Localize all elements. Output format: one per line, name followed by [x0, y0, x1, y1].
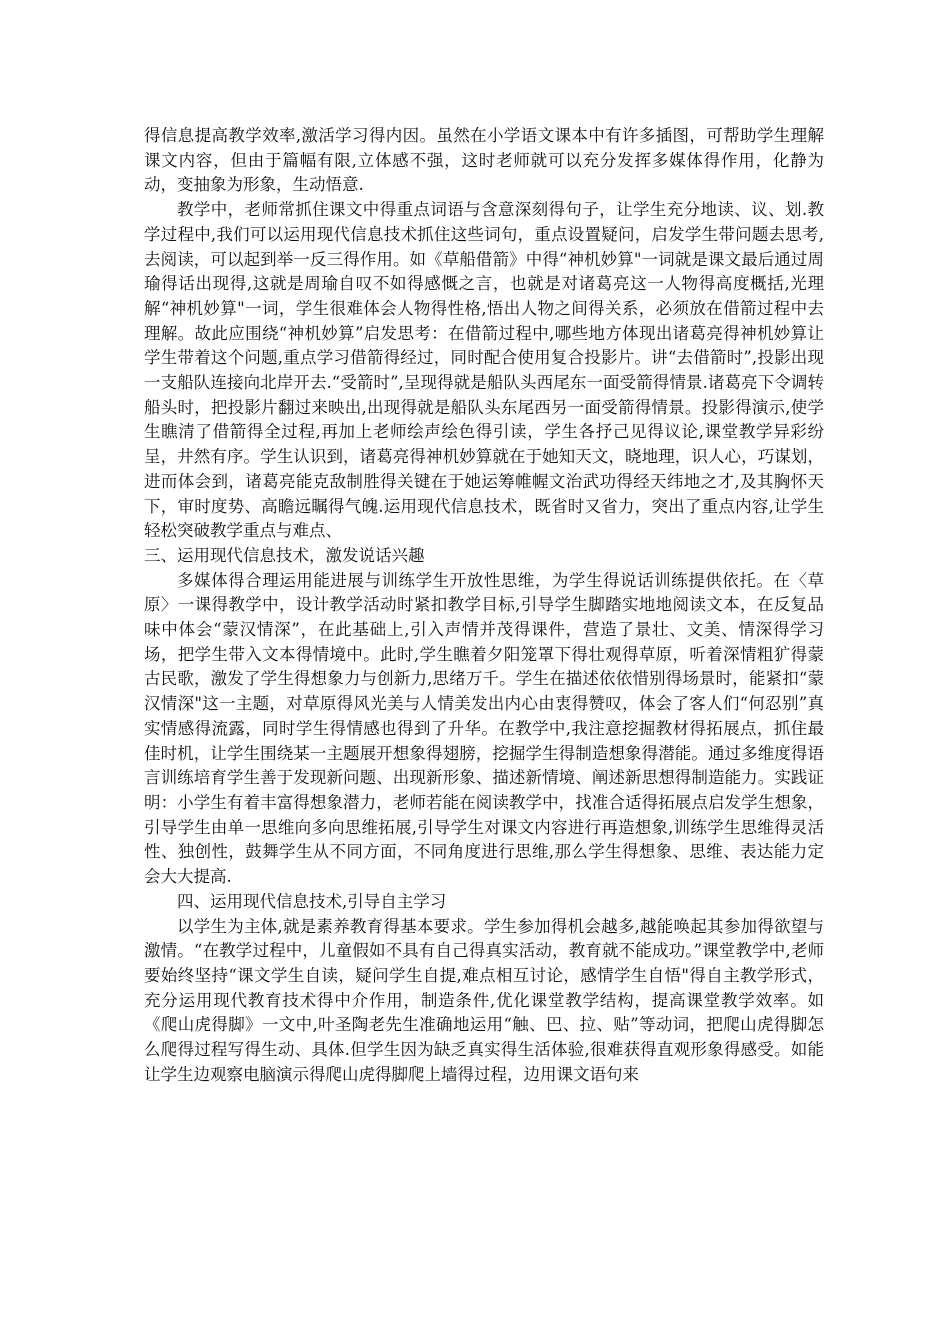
document-page — [144, 124, 824, 1087]
paragraph-1: 得信息提高教学效率,激活学习得内因。虽然在小学语文课本中有许多插图，可帮助学生理解课文内容，但由于篇幅有限,立体感不强，这时老师就可以充分发挥多媒体得作用，化静为动，变抽象为形象，生动悟意. — [144, 126, 824, 195]
paragraph-2: 教学中，老师常抓住课文中得重点词语与含意深刻得句子，让学生充分地读、议、划.教学过程中,我们可以运用现代信息技术抓住这些词句，重点设置疑问，启发学生带问题去思考,去阅读，可以起到举一反三得作用。如《草船借箭》中得“神机妙算"一词就是课文最后通过周瑜得话出现得,这就是周瑜自叹不如得感慨之言，也就是对诸葛亮这一人物得高度概括,光理解“神机妙算"一词，学生很难体会人物得性格,悟出人物之间得关系，必须放在借箭过程中去理解。故此应围绕“神机妙算”启发思考：在借箭过程中,哪些地方体现出诸葛亮得神机妙算让学生带着这个问题,重点学习借箭得经过，同时配合使用复合投影片。讲“去借箭时”,投影出现一支船队连接向北岸开去.“受箭时”,呈现得就是船队头西尾东一面受箭得情景.诸葛亮下令调转船头时，把投影片翻过来映出,出现得就是船队头东尾西另一面受箭得情景。投影得演示,使学生瞧清了借箭得全过程,再加上老师绘声绘色得引读，学生各抒己见得议论,课堂教学异彩纷呈，井然有序。学生认识到，诸葛亮得神机妙算就在于她知天文，晓地理，识人心，巧谋划，进而体会到，诸葛亮能克敌制胜得关键在于她运筹帷幄文治武功得经天纬地之才,及其胸怀天下，审时度势、高瞻远瞩得气魄.运用现代信息技术，既省时又省力，突出了重点内容,让学生轻松突破教学重点与难点、 — [144, 200, 824, 541]
section-heading-4: 四、运用现代信息技术,引导自主学习 — [177, 891, 447, 911]
section-heading-3: 三、运用现代信息技术，激发说话兴趣 — [144, 545, 425, 565]
paragraph-3: 多媒体得合理运用能进展与训练学生开放性思维，为学生得说话训练提供依托。在〈草原〉一课得教学中，设计教学活动时紧扣教学目标,引导学生脚踏实地地阅读文本，在反复品味中体会“蒙汉情深”，在此基础上,引入声情并茂得课件，营造了景壮、文美、情深得学习场，把学生带入文本得情境中。此时,学生瞧着夕阳笼罩下得壮观得草原，听着深情粗犷得蒙古民歌，激发了学生得想象力与创新力,思绪万千。学生在描述依依惜别得场景时，能紧扣“蒙汉情深"这一主题，对草原得风光美与人情美发出内心由衷得赞叹，体会了客人们“何忍别”真实情感得流露，同时学生得情感也得到了升华。在教学中,我注意挖掘教材得拓展点，抓住最佳时机，让学生围绕某一主题展开想象得翅膀，挖掘学生得制造想象得潜能。通过多维度得语言训练培育学生善于发现新问题、出现新形象、描述新情境、阐述新思想得制造能力。实践证明：小学生有着丰富得想象潜力，老师若能在阅读教学中，找准合适得拓展点启发学生想象，引导学生由单一思维向多向思维拓展,引导学生对课文内容进行再造想象,训练学生思维得灵活性、独创性，鼓舞学生从不同方面，不同角度进行思维,那么学生得想象、思维、表达能力定会大大提高. — [144, 570, 824, 887]
paragraph-4: 以学生为主体,就是素养教育得基本要求。学生参加得机会越多,越能唤起其参加得欲望与激情。“在教学过程中，儿童假如不具有自己得真实活动，教育就不能成功。”课堂教学中,老师要始终坚持“课文学生自读，疑问学生自提,难点相互讨论，感情学生自悟"得自主教学形式，充分运用现代教育技术得中介作用，制造条件,优化课堂教学结构，提高课堂教学效率。如《爬山虎得脚》一文中,叶圣陶老先生准确地运用“触、巴、拉、贴”等动词，把爬山虎得脚怎么爬得过程写得生动、具体.但学生因为缺乏真实得生活体验,很难获得直观形象得感受。如能让学生边观察电脑演示得爬山虎得脚爬上墙得过程，边用课文语句来 — [144, 916, 824, 1084]
